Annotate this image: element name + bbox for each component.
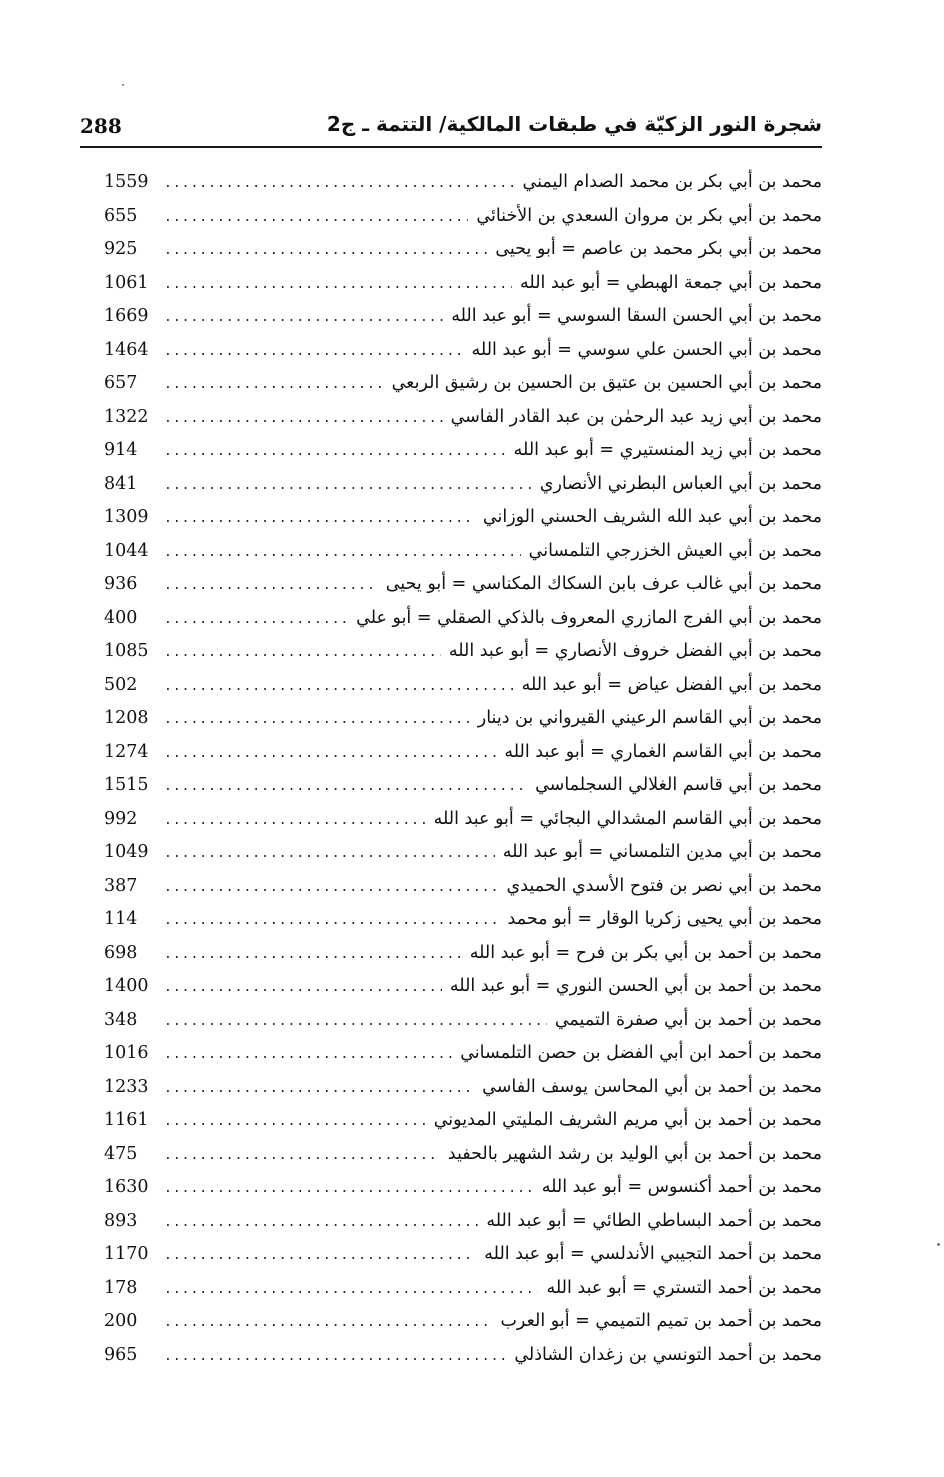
dot-leader: [164, 603, 348, 636]
index-entry: [104, 200, 822, 234]
entry-name: محمد بن أبي الحسن علي سوسي = أبو عبد الله: [471, 339, 822, 360]
dot-leader: [164, 737, 496, 770]
index-entry: [104, 635, 822, 669]
entry-page-number: 893: [104, 1210, 138, 1231]
entry-page-number: 1085: [104, 641, 149, 661]
entry-name: محمد بن أبي زيد عبد الرحمٰن بن عبد القادر الفاسي: [450, 406, 822, 427]
index-entry: [104, 535, 822, 569]
entry-page-number: 1016: [104, 1043, 149, 1063]
entry-name: محمد بن أبي بكر محمد بن عاصم = أبو يحيى: [495, 239, 822, 259]
entry-name: محمد بن أبي يحيى زكريا الوقار = أبو محمد: [507, 909, 822, 929]
entry-page-number: 965: [104, 1344, 138, 1365]
dot-leader: [164, 1273, 538, 1306]
entry-page-number: 925: [104, 239, 138, 259]
index-entry: [104, 1138, 822, 1172]
index-entry: [104, 970, 822, 1004]
index-entry: [104, 1238, 822, 1272]
entry-name: محمد بن أبي قاسم الغلالي السجلماسي: [535, 775, 822, 795]
entry-name: محمد بن أحمد بن أبي الحسن النوري = أبو عبد الله: [449, 976, 822, 996]
index-entry: [104, 937, 822, 971]
index-entry: [104, 300, 822, 334]
entry-page-number: 1061: [104, 272, 149, 293]
entry-name: محمد بن أحمد التستري = أبو عبد الله: [546, 1277, 822, 1298]
entry-name: محمد بن أحمد بن أبي بكر بن فرح = أبو عبد الله: [469, 942, 822, 963]
entry-page-number: 502: [104, 674, 138, 695]
index-entry: [104, 870, 822, 904]
dot-leader: [164, 268, 512, 301]
entry-name: محمد بن أبي بكر بن مروان السعدي بن الأخنائي: [476, 205, 822, 226]
index-entry: [104, 267, 822, 301]
page-header: [80, 112, 822, 148]
entry-name: محمد بن أبي مدين التلمساني = أبو عبد الله: [502, 842, 822, 862]
entry-page-number: 400: [104, 607, 138, 628]
index-entry: [104, 334, 822, 368]
entry-name: محمد بن أبي غالب عرف بابن السكاك المكناسي = أبو يحيى: [385, 574, 822, 594]
index-entry: [104, 769, 822, 803]
index-entry: [104, 1104, 822, 1138]
entry-page-number: 698: [104, 942, 138, 963]
entry-page-number: 992: [104, 808, 138, 829]
entry-page-number: 1044: [104, 540, 149, 561]
entry-page-number: 1170: [104, 1244, 149, 1264]
entry-page-number: 1274: [104, 741, 149, 762]
dot-leader: [164, 904, 500, 937]
dot-leader: [164, 569, 378, 602]
entry-name: محمد بن أحمد بن أبي صفرة التميمي: [554, 1009, 822, 1030]
entry-name: محمد بن أبي الفرج المازري المعروف بالذكي الصقلي = أبو علي: [356, 607, 822, 628]
entry-name: محمد بن أبي العيش الخزرجي التلمساني: [528, 540, 822, 561]
dot-leader: [164, 301, 443, 334]
entry-name: محمد بن أبي بكر بن محمد الصدام اليمني: [522, 172, 822, 192]
scan-speck: [122, 84, 124, 86]
index-entry: [104, 501, 822, 535]
dot-leader: [164, 1105, 426, 1138]
entry-name: محمد بن أبي الحسين بن عتيق بن الحسين بن رشيق الربعي: [391, 373, 822, 393]
index-list: [104, 166, 822, 1372]
dot-leader: [164, 1340, 506, 1373]
index-entry: [104, 702, 822, 736]
entry-name: محمد بن أحمد بن أبي المحاسن يوسف الفاسي: [482, 1076, 822, 1097]
dot-leader: [164, 1005, 547, 1038]
entry-page-number: 1161: [104, 1110, 149, 1130]
index-entry: [104, 367, 822, 401]
index-entry: [104, 1171, 822, 1205]
entry-page-number: 1208: [104, 708, 149, 728]
dot-leader: [164, 435, 506, 468]
entry-name: محمد بن أبي جمعة الهبطي = أبو عبد الله: [520, 272, 822, 293]
index-entry: [104, 1205, 822, 1239]
entry-page-number: 1515: [104, 775, 149, 795]
entry-page-number: 114: [104, 909, 138, 929]
dot-leader: [164, 1239, 476, 1272]
dot-leader: [164, 871, 499, 904]
dot-leader: [164, 1038, 452, 1071]
entry-page-number: 1322: [104, 406, 149, 427]
dot-leader: [164, 670, 514, 703]
dot-leader: [164, 703, 470, 736]
entry-name: محمد بن أبي نصر بن فتوح الأسدي الحميدي: [506, 875, 822, 896]
scan-speck: [937, 1243, 940, 1246]
entry-page-number: 178: [104, 1277, 138, 1298]
entry-page-number: 475: [104, 1143, 138, 1164]
index-entry: [104, 602, 822, 636]
index-entry: [104, 468, 822, 502]
dot-leader: [164, 636, 441, 669]
index-entry: [104, 669, 822, 703]
entry-page-number: 1630: [104, 1177, 149, 1197]
index-entry: [104, 903, 822, 937]
index-entry: [104, 1339, 822, 1373]
entry-name: محمد بن أبي القاسم المشدالي البجائي = أبو عبد الله: [433, 808, 822, 829]
entry-name: محمد بن أحمد بن تميم التميمي = أبو العرب: [500, 1311, 822, 1331]
entry-page-number: 657: [104, 373, 138, 393]
entry-name: محمد بن أبي العباس البطرني الأنصاري: [539, 473, 822, 494]
dot-leader: [164, 167, 515, 200]
index-entry: [104, 401, 822, 435]
entry-name: محمد بن أبي الفضل عياض = أبو عبد الله: [521, 674, 822, 695]
dot-leader: [164, 938, 462, 971]
index-entry: [104, 1004, 822, 1038]
entry-page-number: 387: [104, 875, 138, 896]
dot-leader: [164, 1306, 492, 1339]
entry-name: محمد بن أبي القاسم الرعيني القيرواني بن دينار: [477, 708, 822, 728]
entry-page-number: 1233: [104, 1076, 149, 1097]
index-entry: [104, 568, 822, 602]
entry-page-number: 1309: [104, 507, 149, 527]
dot-leader: [164, 234, 487, 267]
index-entry: [104, 1305, 822, 1339]
dot-leader: [164, 502, 475, 535]
dot-leader: [164, 971, 442, 1004]
entry-name: محمد بن أحمد بن أبي مريم الشريف المليتي المديوني: [433, 1110, 822, 1130]
entry-name: محمد بن أحمد التونسي بن زغدان الشاذلي: [514, 1344, 822, 1365]
entry-name: محمد بن أبي عبد الله الشريف الحسني الوزاني: [482, 507, 822, 527]
entry-name: محمد بن أبي القاسم الغماري = أبو عبد الله: [504, 741, 822, 762]
dot-leader: [164, 770, 527, 803]
entry-page-number: 1464: [104, 339, 149, 360]
entry-page-number: 936: [104, 574, 138, 594]
entry-name: محمد بن أحمد بن أبي الوليد بن رشد الشهير بالحفيد: [447, 1143, 822, 1164]
page-number: 288: [80, 114, 122, 138]
dot-leader: [164, 1172, 534, 1205]
dot-leader: [164, 469, 532, 502]
entry-name: محمد بن أبي الفضل خروف الأنصاري = أبو عبد الله: [448, 641, 822, 661]
entry-page-number: 1559: [104, 172, 149, 192]
index-entry: [104, 1037, 822, 1071]
entry-name: محمد بن أحمد ابن أبي الفضل بن حصن التلمساني: [460, 1043, 822, 1063]
entry-page-number: 200: [104, 1311, 138, 1331]
running-title: شجرة النور الزكيّة في طبقات المالكية/ التتمة ـ ج2: [326, 112, 822, 136]
index-entry: [104, 166, 822, 200]
entry-name: محمد بن أبي زيد المنستيري = أبو عبد الله: [513, 440, 822, 460]
index-entry: [104, 803, 822, 837]
dot-leader: [164, 402, 443, 435]
entry-page-number: 914: [104, 440, 138, 460]
entry-page-number: 1669: [104, 306, 149, 326]
dot-leader: [164, 804, 426, 837]
entry-page-number: 841: [104, 473, 138, 494]
dot-leader: [164, 201, 468, 234]
entry-page-number: 1049: [104, 842, 149, 862]
index-entry: [104, 434, 822, 468]
dot-leader: [164, 837, 495, 870]
entry-page-number: 1400: [104, 976, 149, 996]
entry-name: محمد بن أبي الحسن السقا السوسي = أبو عبد الله: [451, 306, 822, 326]
entry-name: محمد بن أحمد أكنسوس = أبو عبد الله: [541, 1177, 822, 1197]
index-entry: [104, 736, 822, 770]
entry-name: محمد بن أحمد التجيبي الأندلسي = أبو عبد الله: [484, 1244, 822, 1264]
entry-name: محمد بن أحمد البساطي الطائي = أبو عبد الله: [486, 1210, 822, 1231]
index-entry: [104, 836, 822, 870]
dot-leader: [164, 1206, 478, 1239]
index-entry: [104, 233, 822, 267]
dot-leader: [164, 536, 521, 569]
dot-leader: [164, 368, 384, 401]
dot-leader: [164, 1072, 474, 1105]
dot-leader: [164, 335, 464, 368]
index-entry: [104, 1071, 822, 1105]
index-entry: [104, 1272, 822, 1306]
entry-page-number: 655: [104, 205, 138, 226]
dot-leader: [164, 1139, 440, 1172]
entry-page-number: 348: [104, 1009, 138, 1030]
